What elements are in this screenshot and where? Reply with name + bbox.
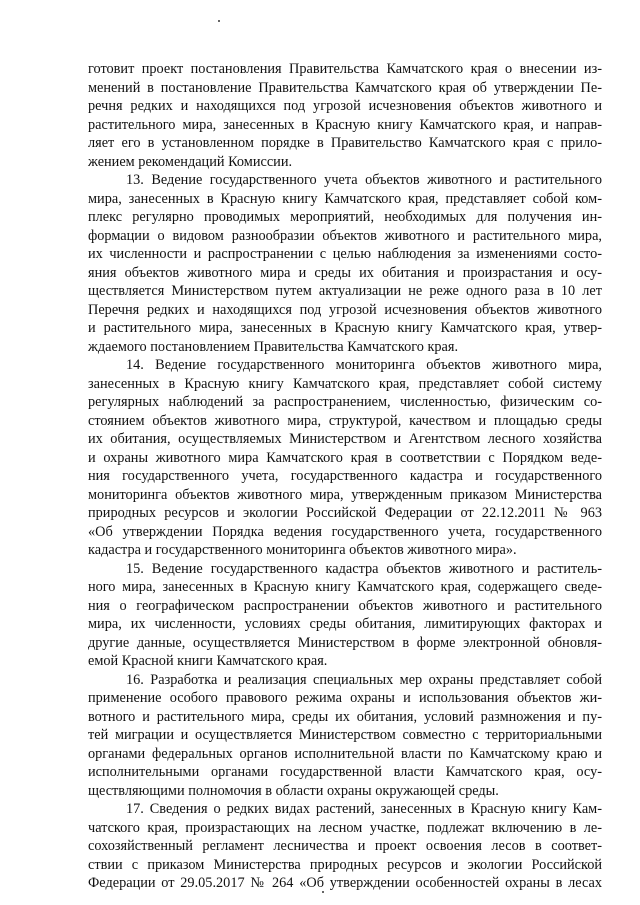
text-line: и растительного мира, занесенных в Красную книгу Камчатского края, утвер-	[88, 320, 602, 336]
text-line: и охраны животного мира Камчатского края в соответствии с Порядком веде-	[88, 449, 602, 466]
text-line: ния о географическом распространении объектов животного и растительного	[88, 597, 602, 614]
paragraph-15	[88, 560, 602, 671]
paragraph-17	[88, 800, 602, 893]
text-line: мира, их численности, условиях среды обитания, лимитирующих факторах и	[88, 616, 602, 632]
scan-speck	[218, 20, 220, 22]
text-line: Перечня редких и находящихся под угрозой исчезновения объектов животного	[88, 301, 602, 318]
text-line: занесенных в Красную книгу Камчатского края, представляет собой систему	[88, 375, 602, 392]
text-line: их численности и распространении с целью наблюдения за изменениями состо-	[88, 246, 602, 262]
text-line: речня редких и находящихся под угрозой исчезновения объектов животного и	[88, 98, 602, 114]
text-line: мира, занесенных в Красную книгу Камчатского края, представляет собой ком-	[88, 190, 602, 207]
text-line: 17. Сведения о редких видах растений, занесенных в Красную книгу Кам-	[126, 801, 602, 817]
text-line: ществляющими полномочия в области охраны окружающей среды.	[88, 782, 499, 799]
text-line: другие данные, осуществляется Министерством в форме электронной обновля-	[88, 634, 602, 651]
text-line: применение особого правового режима охраны и использования объектов жи-	[88, 690, 602, 706]
text-line: плекс регулярно проводимых мероприятий, необходимых для получения ин-	[88, 209, 602, 225]
text-line: кадастра и государственного мониторинга объектов животного мира».	[88, 542, 517, 558]
text-line: их обитания, осуществляемых Министерством и Агентством лесного хозяйства	[88, 431, 602, 447]
text-line: формации о видовом разнообразии объектов животного и растительного мира,	[88, 227, 602, 244]
text-line: ния государственного учета, государственного кадастра и государственного	[88, 468, 602, 484]
text-line: органами федеральных органов исполнительной власти по Камчатскому краю и	[88, 745, 602, 762]
text-line: ляет его в установленном порядке в Правительство Камчатского края с прило-	[88, 135, 602, 151]
text-line: ствии с приказом Министерства природных ресурсов и экологии Российской	[88, 856, 602, 873]
text-line: вотного и растительного мира, среды их обитания, условий размножения и пу-	[88, 708, 602, 725]
text-line: сохозяйственный регламент лесничества и проект освоения лесов в соответ-	[88, 838, 602, 854]
text-line: менений в постановление Правительства Камчатского края об утверждении Пе-	[88, 79, 602, 96]
text-line: регулярных наблюдений за распространением, численностью, физическим со-	[88, 394, 602, 410]
paragraph-13	[88, 171, 602, 356]
text-line: исполнительными органами государственной власти Камчатского края, осу-	[88, 764, 602, 780]
text-line: Федерации от 29.05.2017 № 264 «Об утверждении особенностей охраны в лесах	[88, 875, 602, 891]
text-line: ного мира, занесенных в Красную книгу Камчатского края, содержащего сведе-	[88, 579, 602, 595]
text-line: стоянием объектов животного мира, структурой, качеством и площадью среды	[88, 412, 602, 429]
paragraph-16	[88, 671, 602, 801]
text-line: мониторинга объектов животного мира, утвержденным приказом Министерства	[88, 486, 602, 503]
text-line: яния объектов животного мира и среды их обитания и произрастания и осу-	[88, 264, 602, 281]
paragraph-14	[88, 356, 602, 560]
text-line: жением рекомендаций Комиссии.	[88, 153, 293, 170]
text-line: емой Красной книги Камчатского края.	[88, 653, 328, 669]
paragraph-continuation	[88, 60, 602, 171]
text-line: 15. Ведение государственного кадастра объектов животного и раститель-	[126, 560, 602, 577]
text-line: «Об утверждении Порядка ведения государственного учета, государственного	[88, 523, 602, 540]
text-line: растительного мира, занесенных в Красную книгу Камчатского края, и направ-	[88, 116, 602, 133]
text-line: чатского края, произрастающих на лесном участке, подлежат включению в ле-	[88, 819, 602, 836]
text-line: природных ресурсов и экологии Российской Федерации от 22.12.2011 № 963	[88, 505, 602, 521]
document-page	[88, 60, 602, 893]
text-line: 14. Ведение государственного мониторинга объектов животного мира,	[126, 357, 602, 373]
text-line: 16. Разработка и реализация специальных мер охраны представляет собой	[126, 671, 602, 688]
text-line: ждаемого постановлением Правительства Камчатского края.	[88, 338, 459, 355]
text-line: ществляется Министерством путем актуализации не реже одного раза в 10 лет	[88, 283, 602, 299]
text-line: тей миграции и осуществляется Министерством совместно с территориальными	[88, 727, 602, 743]
text-line: готовит проект постановления Правительства Камчатского края о внесении из-	[88, 61, 602, 77]
text-line: 13. Ведение государственного учета объектов животного и растительного	[126, 172, 602, 188]
